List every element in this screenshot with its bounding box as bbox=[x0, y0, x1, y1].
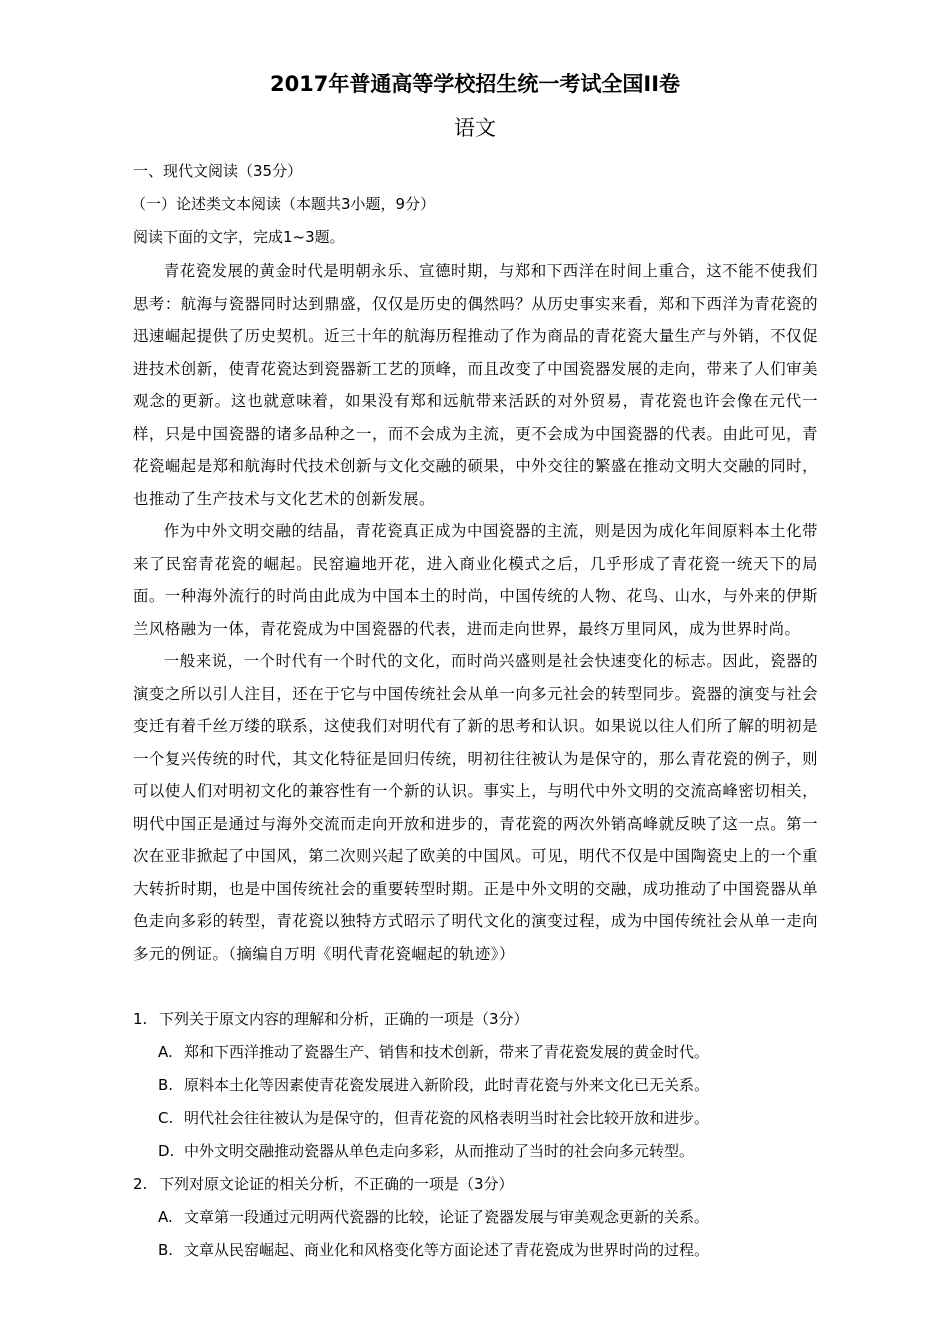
option-1d bbox=[158, 1140, 694, 1162]
instruction-text: 阅读下面的文字，完成1~3题。 bbox=[133, 228, 345, 246]
option-letter: D. bbox=[158, 1142, 175, 1160]
option-1a bbox=[158, 1041, 709, 1063]
option-letter: A. bbox=[158, 1043, 173, 1061]
option-letter: B. bbox=[158, 1076, 174, 1094]
question-1 bbox=[133, 1008, 529, 1030]
passage-paragraph: 青花瓷发展的黄金时代是明朝永乐、宣德时期，与郑和下西洋在时间上重合，这不能不使我们思考：航海与瓷器同时达到鼎盛，仅仅是历史的偶然吗？从历史事实来看，郑和下西洋为青花瓷的迅速崛起提供了历史契机。近三十年的航海历程推动了作为商品的青花瓷大量生产与外销，不仅促进技术创新，使青花瓷达到瓷器新工艺的顶峰，而且改变了中国瓷器发展的走向，带来了人们审美观念的更新。这也就意味着，如果没有郑和远航带来活跃的对外贸易，青花瓷也许会像在元代一样，只是中国瓷器的诸多品种之一，而不会成为主流，更不会成为中国瓷器的代表。由此可见，青花瓷崛起是郑和航海时代技术创新与文化交融的硕果，中外交往的繁盛在推动文明大交融的同时，也推动了生产技术与文化艺术的创新发展。 bbox=[133, 262, 818, 508]
option-text: 郑和下西洋推动了瓷器生产、销售和技术创新，带来了青花瓷发展的黄金时代。 bbox=[184, 1043, 710, 1061]
option-letter: A. bbox=[158, 1208, 173, 1226]
option-1b bbox=[158, 1074, 709, 1096]
option-1c bbox=[158, 1107, 709, 1129]
option-2b bbox=[158, 1239, 709, 1261]
question-stem: 下列对原文论证的相关分析，不正确的一项是（3分） bbox=[159, 1175, 514, 1193]
exam-title: 2017年普通高等学校招生统一考试全国II卷 bbox=[269, 72, 681, 96]
question-stem: 下列关于原文内容的理解和分析，正确的一项是（3分） bbox=[159, 1010, 529, 1028]
passage-paragraph: 作为中外文明交融的结晶，青花瓷真正成为中国瓷器的主流，则是因为成化年间原料本土化带来了民窑青花瓷的崛起。民窑遍地开花，进入商业化模式之后，几乎形成了青花瓷一统天下的局面。一种海外流行的时尚由此成为中国本土的时尚，中国传统的人物、花鸟、山水，与外来的伊斯兰风格融为一体，青花瓷成为中国瓷器的代表，进而走向世界，最终万里同风，成为世界时尚。 bbox=[133, 522, 818, 638]
option-text: 文章从民窑崛起、商业化和风格变化等方面论述了青花瓷成为世界时尚的过程。 bbox=[184, 1241, 710, 1259]
reading-passage bbox=[133, 255, 818, 970]
option-text: 中外文明交融推动瓷器从单色走向多彩，从而推动了当时的社会向多元转型。 bbox=[184, 1142, 695, 1160]
question-number: 2. bbox=[133, 1175, 148, 1193]
subject-title: 语文 bbox=[454, 116, 496, 140]
option-2a bbox=[158, 1206, 709, 1228]
section-heading: 一、现代文阅读（35分） bbox=[133, 162, 303, 180]
question-2 bbox=[133, 1173, 514, 1195]
passage-paragraph: 一般来说，一个时代有一个时代的文化，而时尚兴盛则是社会快速变化的标志。因此，瓷器的演变之所以引人注目，还在于它与中国传统社会从单一向多元社会的转型同步。瓷器的演变与社会变迁有着千丝万缕的联系，这使我们对明代有了新的思考和认识。如果说以往人们所了解的明初是一个复兴传统的时代，其文化特征是回归传统，明初往往被认为是保守的，那么青花瓷的例子，则可以使人们对明初文化的兼容性有一个新的认识。事实上，与明代中外文明的交流高峰密切相关，明代中国正是通过与海外交流而走向开放和进步的，青花瓷的两次外销高峰就反映了这一点。第一次在亚非掀起了中国风，第二次则兴起了欧美的中国风。可见，明代不仅是中国陶瓷史上的一个重大转折时期，也是中国传统社会的重要转型时期。正是中外文明的交融，成功推动了中国瓷器从单色走向多彩的转型，青花瓷以独特方式昭示了明代文化的演变过程，成为中国传统社会从单一走向多元的例证。（摘编自万明《明代青花瓷崛起的轨迹》） bbox=[133, 652, 818, 963]
sub-section-heading: （一）论述类文本阅读（本题共3小题，9分） bbox=[131, 195, 436, 213]
option-text: 文章第一段通过元明两代瓷器的比较，论证了瓷器发展与审美观念更新的关系。 bbox=[184, 1208, 710, 1226]
option-text: 明代社会往往被认为是保守的，但青花瓷的风格表明当时社会比较开放和进步。 bbox=[184, 1109, 710, 1127]
option-letter: B. bbox=[158, 1241, 174, 1259]
option-letter: C. bbox=[158, 1109, 174, 1127]
option-text: 原料本土化等因素使青花瓷发展进入新阶段，此时青花瓷与外来文化已无关系。 bbox=[184, 1076, 710, 1094]
question-number: 1. bbox=[133, 1010, 148, 1028]
